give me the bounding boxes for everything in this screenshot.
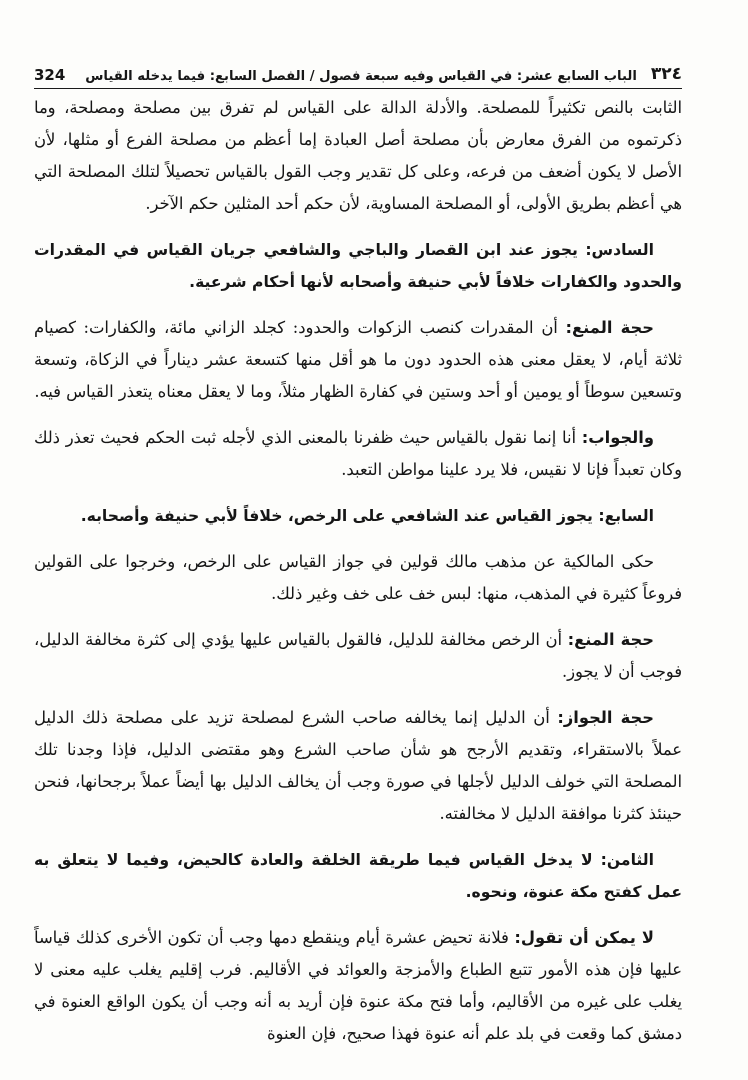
paragraph-lead: حجة المنع: (565, 318, 654, 337)
paragraph-8 (34, 702, 682, 830)
running-head (85, 64, 682, 84)
page-header (34, 52, 682, 89)
paragraph-5 (34, 500, 682, 532)
paragraph-1 (34, 92, 682, 220)
paragraph-lead: حجة الجواز: (557, 708, 654, 727)
paragraph-text: السادس: يجوز عند ابن القصار والباجي والشافعي جريان القياس في المقدرات والحدود والكفارات خلافاً لأبي حنيفة وأصحابه لأنها أحكام شرعية. (34, 241, 682, 291)
running-title: الباب السابع عشر: في القياس وفيه سبعة فصول / الفصل السابع: فيما يدخله القياس (85, 69, 637, 84)
paragraph-text: السابع: يجوز القياس عند الشافعي على الرخص، خلافاً لأبي حنيفة وأصحابه. (80, 507, 654, 525)
paragraph-text: أن الرخص مخالفة للدليل، فالقول بالقياس عليها يؤدي إلى كثرة مخالفة الدليل، فوجب أن لا يجوز. (34, 630, 682, 681)
paragraph-text: أن الدليل إنما يخالفه صاحب الشرع لمصلحة تزيد على مصلحة ذلك الدليل عملاً بالاستقراء، وتقديم الأرجح هو شأن صاحب الشرع وهو مقتضى الدليل، فإذا وجدنا تلك المصلحة التي خولف الدليل لأجلها في صورة وجب أن يخالف الدليل بها أيضاً عملاً برجحانها، فنحن حينئذ كثرنا موافقة الدليل لا مخالفته. (34, 708, 682, 823)
paragraph-text: الثابت بالنص تكثيراً للمصلحة. والأدلة الدالة على القياس لم تفرق بين مصلحة ومصلحة، وما ذكرتموه من الفرق معارض بأن مصلحة أصل العبادة إما أعظم من مصلحة الفرع أو مثلها، لأن الأصل لا يكون أضعف من فرعه، وعلى كل تقدير وجب القول بالقياس تحصيلاً لتلك المصلحة التي هي أعظم بطريق الأولى، أو المصلحة المساوية، لأن حكم أحد المثلين حكم الآخر. (34, 98, 682, 213)
paragraph-lead: لا يمكن أن تقول: (514, 928, 655, 947)
page-number-latin: 324 (34, 66, 66, 84)
paragraph-text: فلانة تحيض عشرة أيام وينقطع دمها وجب أن تكون الأخرى كذلك قياساً عليها فإن هذه الأمور تتبع الطباع والأمزجة والعوائد في الأقاليم. فرب إقليم يغلب عليه معنى لا يغلب على غيره من الأقاليم، وأما فتح مكة عنوة فإن أريد به أنه وجب أن يكون الواقع العنوة في دمشق كما وقعت في بلد علم أنه عنوة فهذا صحيح، فإن العنوة (34, 928, 682, 1043)
paragraph-3 (34, 312, 682, 408)
page-body (34, 92, 682, 1064)
paragraph-10 (34, 922, 682, 1050)
paragraph-7 (34, 624, 682, 688)
page-number-arabic: ٣٢٤ (650, 64, 682, 84)
paragraph-text: أنا إنما نقول بالقياس حيث ظفرنا بالمعنى الذي لأجله ثبت الحكم فحيث تعذر ذلك وكان تعبداً فإنا لا نقيس، فلا يرد علينا مواطن التعبد. (34, 428, 682, 479)
paragraph-lead: والجواب: (581, 428, 654, 447)
paragraph-text: حكى المالكية عن مذهب مالك قولين في جواز القياس على الرخص، وخرجوا على القولين فروعاً كثيرة في المذهب، منها: لبس خف على خف وغير ذلك. (34, 552, 682, 603)
paragraph-9 (34, 844, 682, 908)
paragraph-text: الثامن: لا يدخل القياس فيما طريقة الخلقة والعادة كالحيض، وفيما لا يتعلق به عمل كفتح مكة عنوة، ونحوه. (34, 851, 682, 901)
paragraph-6 (34, 546, 682, 610)
paragraph-2 (34, 234, 682, 298)
paragraph-lead: حجة المنع: (567, 630, 654, 649)
paragraph-text: أن المقدرات كنصب الزكوات والحدود: كجلد الزاني مائة، والكفارات: كصيام ثلاثة أيام، لا يعقل معنى هذه الحدود دون ما هو أقل منها كتسعة عشر ديناراً في الزكاة، وتسعة وتسعين سوطاً أو يومين أو أحد وستين في كفارة الظهار مثلاً، وما لا يعقل معناه يتعذر القياس فيه. (34, 318, 682, 401)
paragraph-4 (34, 422, 682, 486)
